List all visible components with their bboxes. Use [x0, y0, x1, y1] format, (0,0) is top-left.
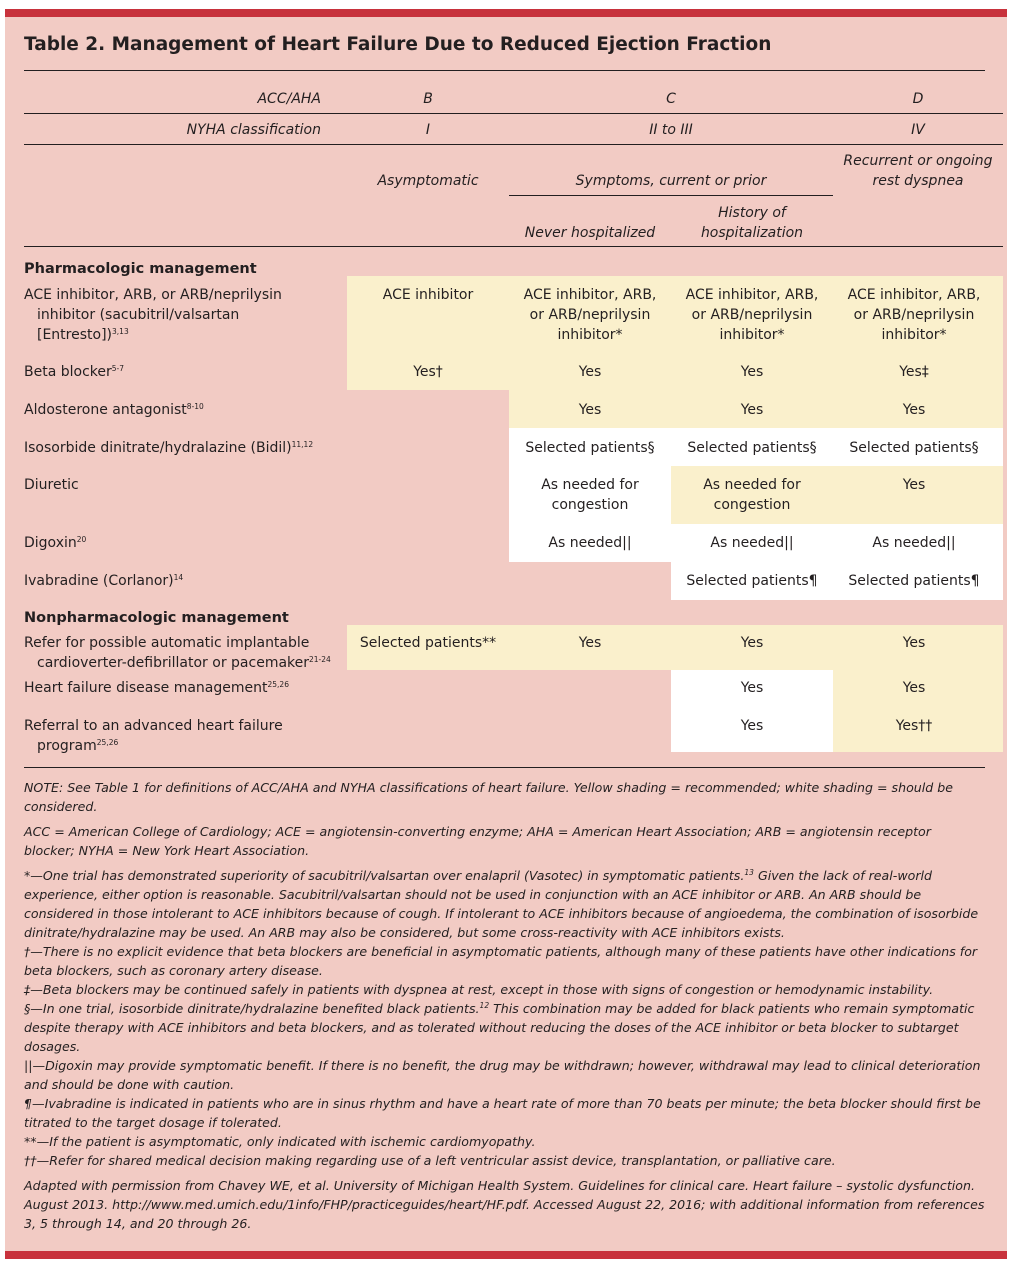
- reference-superscript: 3,13: [112, 327, 129, 336]
- cell-history-hospitalization: Selected patients¶: [686, 573, 818, 589]
- cell-never-hospitalized: Yes: [578, 364, 602, 380]
- bottom-banner: [5, 1251, 1007, 1259]
- table-title: Table 2. Management of Heart Failure Due to Reduced Ejection Fraction: [24, 34, 772, 55]
- top-banner: [5, 9, 1007, 17]
- footnote-asterisk: *—One trial has demonstrated superiority of sacubitril/valsartan over enalapril (Vasotec) in symptomatic patients.$^{13}$ Given the lack of real-world experience, either option is reasonable. Sacubitril/valsartan should not be used in conjunction with an ACE inhibitor or ARB. An ARB should be considered in those intolerant to ACE inhibitors because of cough. If intolerant to ACE inhibitors because of angioedema, the combination of isosorbide dinitrate/hydralazine may be used. An ARB may also be considered, but some cross-reactivity with ACE inhibitors exists.: [24, 868, 979, 940]
- divider: [24, 767, 985, 768]
- footnote-pilcrow: ¶—Ivabradine is indicated in patients who are in sinus rhythm and have a heart rate of more than 70 beats per minute; the beta blocker should first be titrated to the target dosage if tolerated.: [24, 1096, 981, 1130]
- row-label: inhibitor (sacubitril/valsartan: [37, 307, 240, 323]
- cell-history-hospitalization: Yes: [740, 635, 764, 651]
- cell-stage-d: Yes††: [895, 718, 933, 734]
- footnote-section: §—In one trial, isosorbide dinitrate/hydralazine benefited black patients.$^{12}$ This combination may be added for black patients who remain symptomatic despite therapy with ACE inhibitors and beta blockers, and as tolerated without reducing the doses of the ACE inhibitor or beta blocker to subtarget dosages.: [24, 1001, 975, 1054]
- cell-stage-b: Yes†: [413, 364, 443, 380]
- nyha-label: NYHA classification: [186, 122, 321, 138]
- cell-never-hospitalized: ACE inhibitor, ARB, or ARB/neprilysin inhibitor*: [523, 287, 657, 343]
- cell-stage-d: Selected patients¶: [848, 573, 980, 589]
- cell-history-hospitalization: As needed||: [710, 535, 794, 551]
- section-pharmacologic: Pharmacologic management: [24, 261, 257, 277]
- acc-stage-b: B: [423, 91, 433, 107]
- header-symptoms: Symptoms, current or prior: [575, 173, 767, 189]
- note-shading: NOTE: See Table 1 for definitions of ACC/AHA and NYHA classifications of heart failure. Yellow shading = recommended; white shading = should be considered.: [24, 780, 954, 814]
- cell-stage-d: Yes: [902, 635, 926, 651]
- cell-history-hospitalization: ACE inhibitor, ARB, or ARB/neprilysin inhibitor*: [685, 287, 819, 343]
- cell-history-hospitalization: Yes: [740, 402, 764, 418]
- source-citation: Adapted with permission from Chavey WE, et al. University of Michigan Health System. Guidelines for clinical care. Heart failure – systolic dysfunction. August 2013. http://www.med.umich.edu/1info/FHP/practiceguides/heart/HF.pdf. Accessed August 22, 2016; with additional information from references 3, 5 through 14, and 20 through 26.: [24, 1178, 985, 1231]
- header-rest-dyspnea-line2: rest dyspnea: [872, 173, 964, 189]
- row-label: Refer for possible automatic implantable: [24, 635, 310, 651]
- nyha-class-iv: IV: [911, 122, 925, 138]
- divider: [24, 246, 1003, 247]
- row-label: cardioverter-defibrillator or pacemaker$^{21-24}$: [37, 655, 331, 671]
- acc-stage-d: D: [912, 91, 924, 107]
- cell-stage-d: ACE inhibitor, ARB, or ARB/neprilysin inhibitor*: [847, 287, 981, 343]
- nyha-class-i: I: [425, 122, 431, 138]
- row-label: Beta blocker$^{5-7}$: [24, 364, 125, 380]
- cell-stage-d: Yes: [902, 477, 926, 493]
- divider: [24, 144, 1003, 145]
- cell-history-hospitalization: Yes: [740, 364, 764, 380]
- nyha-class-ii-iii: II to III: [649, 122, 693, 138]
- cell-history-hospitalization: Yes: [740, 718, 764, 734]
- cell-history-hospitalization: As needed for congestion: [703, 477, 801, 513]
- cell-stage-b: ACE inhibitor: [382, 287, 474, 303]
- footnote-dagger: †—There is no explicit evidence that beta blockers are beneficial in asymptomatic patients, although many of these patients have other indications for beta blockers, such as coronary artery disease.: [24, 944, 978, 978]
- divider: [24, 70, 985, 71]
- footnote-parallel: ||—Digoxin may provide symptomatic benefit. If there is no benefit, the drug may be withdrawn; however, withdrawal may lead to clinical deterioration and should be done with caution.: [24, 1058, 981, 1092]
- cell-stage-d: Selected patients§: [849, 440, 979, 456]
- table-notes: [24, 778, 985, 1233]
- reference-superscript: 25,26: [96, 738, 119, 747]
- divider: [509, 195, 833, 196]
- row-label: Digoxin$^{20}$: [24, 535, 87, 551]
- cell-never-hospitalized: Yes: [578, 635, 602, 651]
- header-history-line2: hospitalization: [700, 225, 804, 241]
- row-label: Referral to an advanced heart failure: [24, 718, 283, 734]
- row-label: Heart failure disease management$^{25,26}$: [24, 680, 289, 696]
- cell-stage-d: Yes: [902, 680, 926, 696]
- divider: [24, 113, 1003, 114]
- cell-history-hospitalization: Yes: [740, 680, 764, 696]
- header-never-hospitalized: Never hospitalized: [524, 225, 656, 241]
- cell-stage-d: Yes‡: [899, 364, 929, 380]
- cell-never-hospitalized: As needed for congestion: [541, 477, 639, 513]
- header-rest-dyspnea-line1: Recurrent or ongoing: [843, 153, 993, 169]
- reference-superscript: 21-24: [309, 655, 331, 664]
- header-history-line1: History of: [718, 205, 786, 221]
- cell-stage-b: Selected patients**: [359, 635, 497, 651]
- row-label: Aldosterone antagonist$^{8-10}$: [24, 402, 204, 418]
- row-label: program$^{25,26}$: [37, 738, 119, 754]
- row-label: [Entresto])$^{3,13}$: [37, 327, 129, 343]
- cell-stage-d: Yes: [902, 402, 926, 418]
- reference-superscript: 14: [173, 573, 184, 582]
- header-asymptomatic: Asymptomatic: [377, 173, 479, 189]
- reference-superscript: 25,26: [267, 680, 289, 689]
- note-abbreviations: ACC = American College of Cardiology; ACE = angiotensin-converting enzyme; AHA = American Heart Association; ARB = angiotensin receptor blocker; NYHA = New York Heart Association.: [24, 824, 931, 858]
- acc-stage-c: C: [666, 91, 676, 107]
- row-label: Ivabradine (Corlanor)$^{14}$: [24, 573, 184, 589]
- row-label: Isosorbide dinitrate/hydralazine (Bidil)$^{11,12}$: [24, 440, 314, 456]
- cell-stage-d: As needed||: [872, 535, 956, 551]
- reference-superscript: 20: [76, 535, 87, 544]
- cell-history-hospitalization: Selected patients§: [687, 440, 817, 456]
- footnote-double-dagger: ‡—Beta blockers may be continued safely in patients with dyspnea at rest, except in those with signs of congestion or hemodynamic instability.: [24, 982, 934, 997]
- acc-aha-label: ACC/AHA: [257, 91, 321, 107]
- reference-superscript: 11,12: [291, 440, 314, 449]
- cell-never-hospitalized: Selected patients§: [525, 440, 655, 456]
- section-nonpharmacologic: Nonpharmacologic management: [24, 610, 289, 626]
- reference-superscript: 5-7: [111, 364, 125, 373]
- reference-superscript: 8-10: [186, 402, 204, 411]
- footnote-double-asterisk: **—If the patient is asymptomatic, only indicated with ischemic cardiomyopathy.: [24, 1134, 536, 1149]
- cell-never-hospitalized: As needed||: [548, 535, 632, 551]
- row-label: ACE inhibitor, ARB, or ARB/neprilysin: [24, 287, 282, 303]
- footnote-double-dagger-pair: ††—Refer for shared medical decision making regarding use of a left ventricular assist device, transplantation, or palliative care.: [24, 1153, 836, 1168]
- row-label: Diuretic: [24, 477, 79, 493]
- cell-never-hospitalized: Yes: [578, 402, 602, 418]
